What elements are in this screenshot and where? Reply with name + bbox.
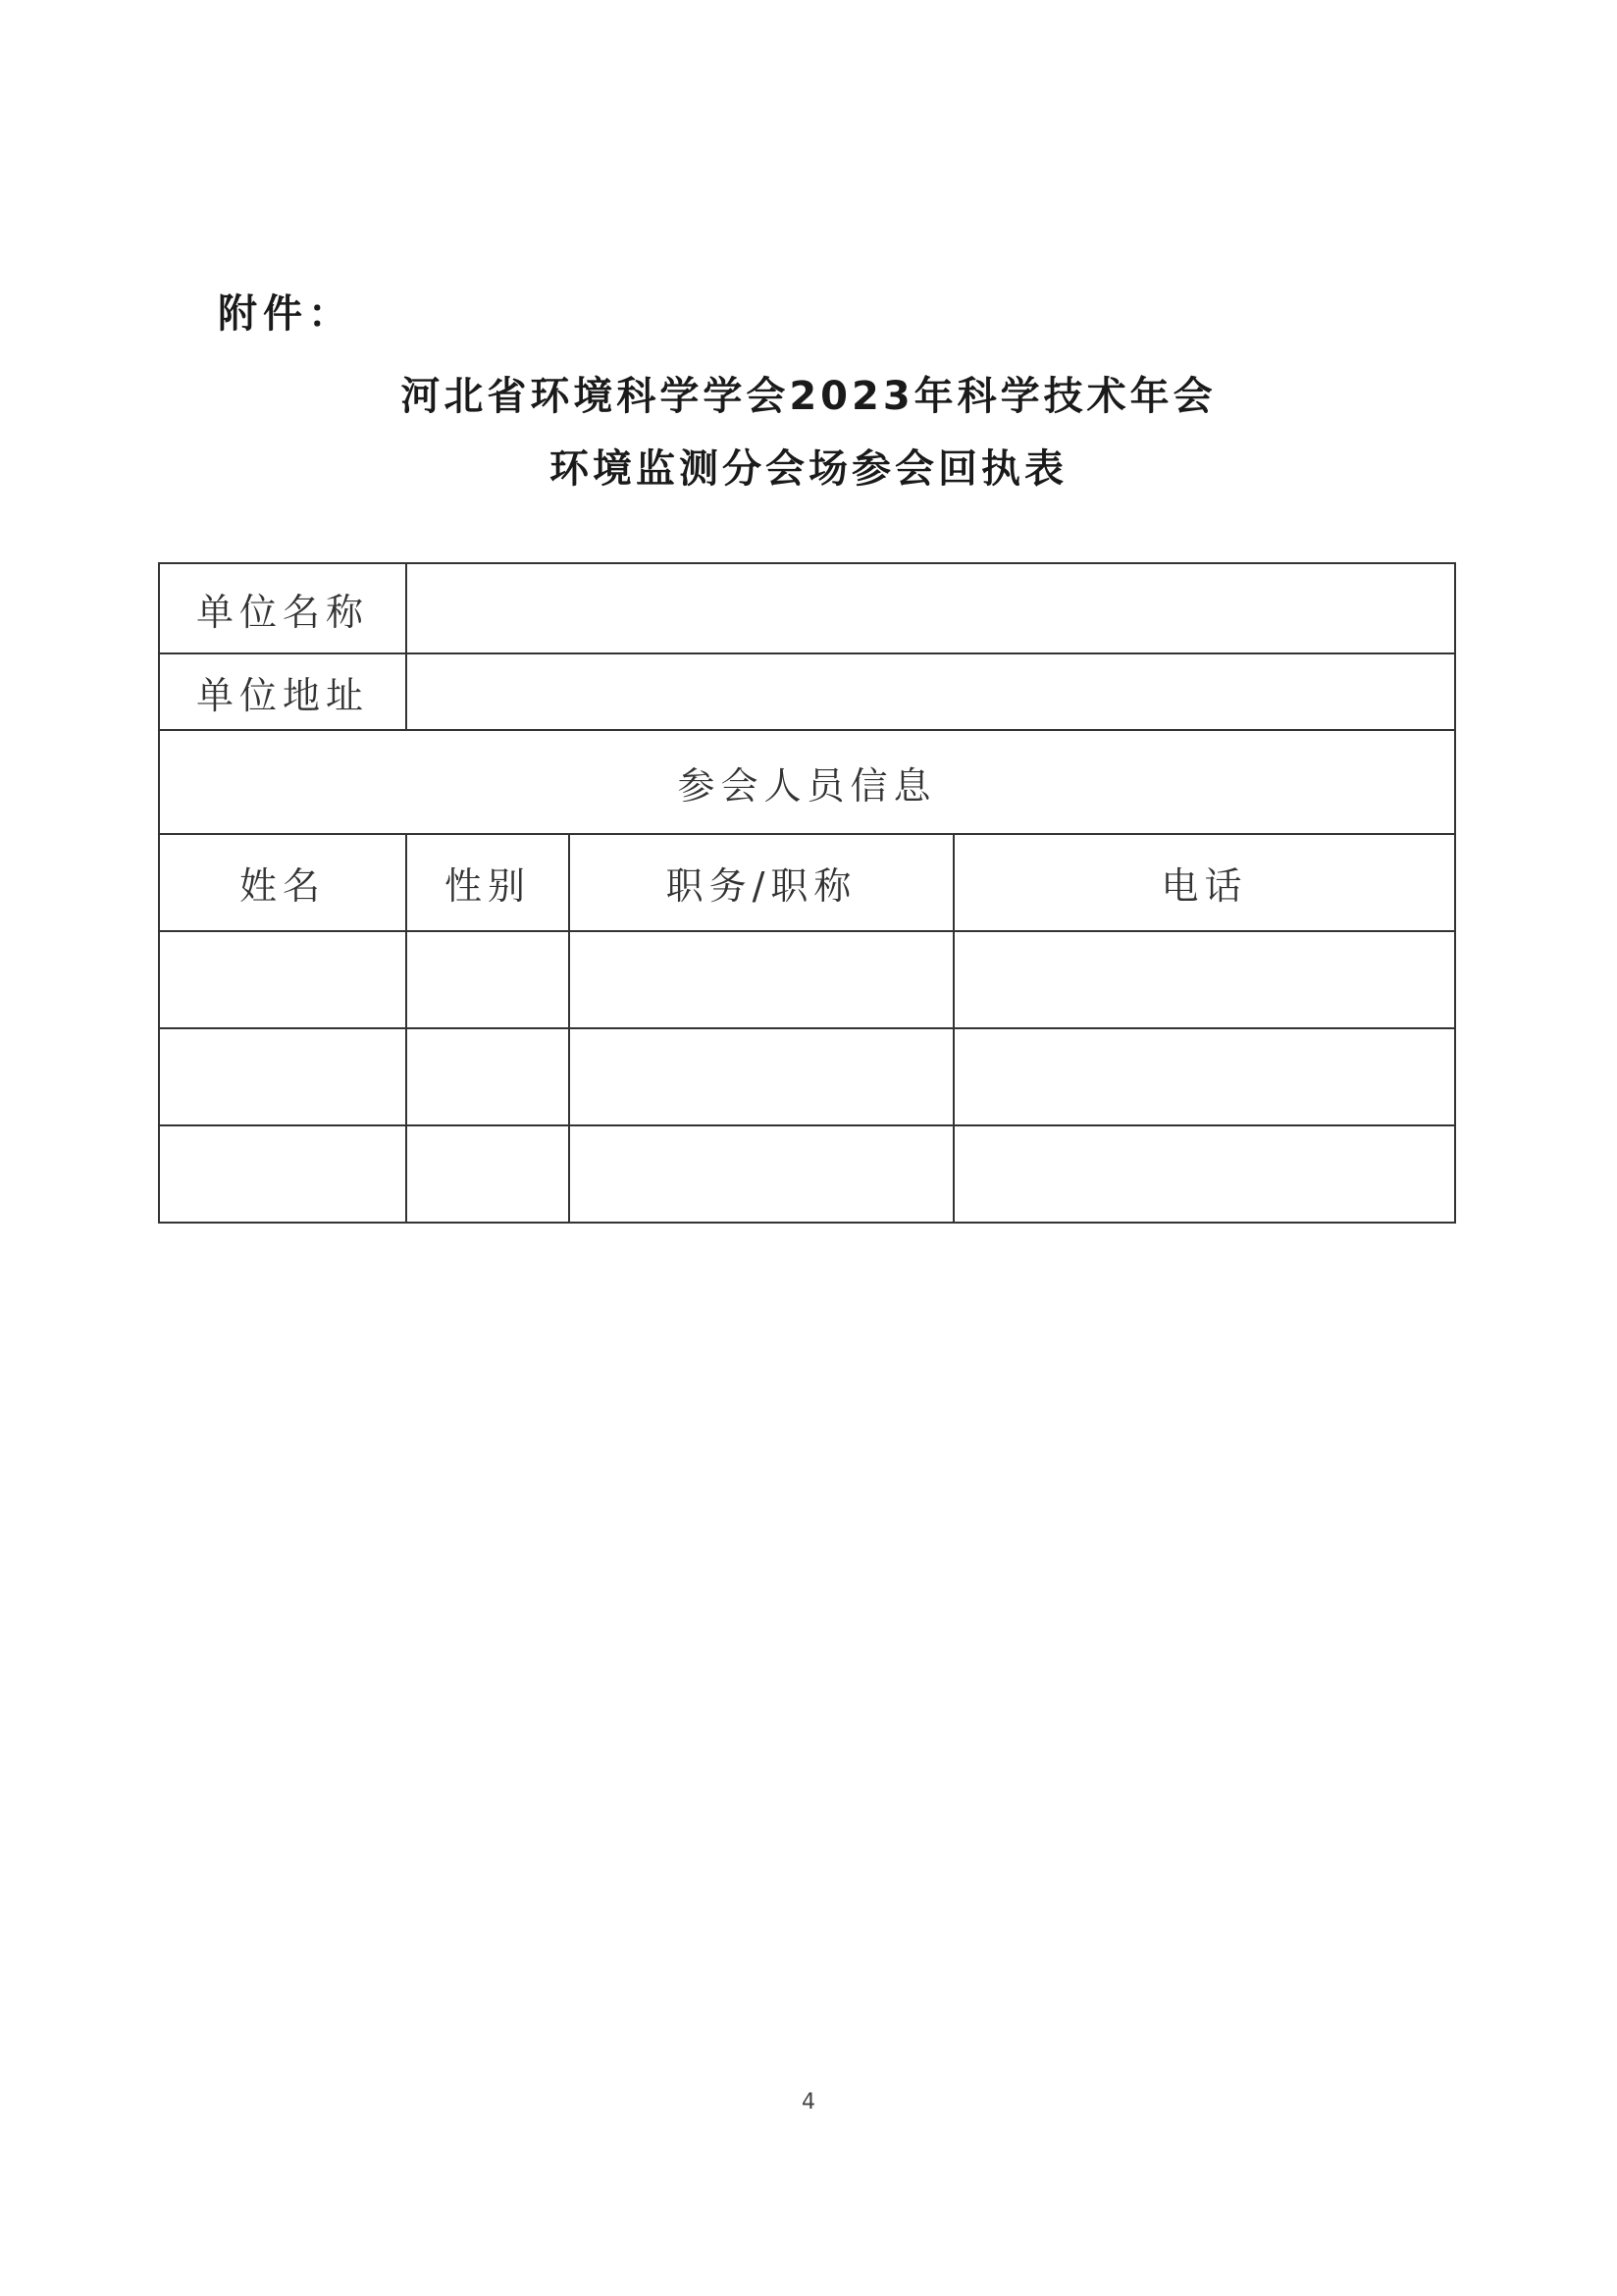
attendee-phone-cell[interactable] xyxy=(954,931,1455,1028)
attendee-phone-cell[interactable] xyxy=(954,1028,1455,1125)
unit-name-label: 单位名称 xyxy=(159,563,406,653)
column-header-gender: 性别 xyxy=(406,834,569,931)
attachment-label: 附件： xyxy=(218,291,353,337)
attendee-name-cell[interactable] xyxy=(159,931,406,1028)
registration-form-table xyxy=(158,562,1456,1224)
attendee-gender-cell[interactable] xyxy=(406,1125,569,1223)
column-header-phone: 电话 xyxy=(954,834,1455,931)
attendee-position-cell[interactable] xyxy=(569,1028,954,1125)
page-number: 4 xyxy=(802,2090,815,2114)
attendee-gender-cell[interactable] xyxy=(406,1028,569,1125)
attendee-name-cell[interactable] xyxy=(159,1028,406,1125)
table-row xyxy=(159,1028,1455,1125)
unit-address-row xyxy=(159,653,1455,730)
unit-name-field[interactable] xyxy=(406,563,1455,653)
attendee-gender-cell[interactable] xyxy=(406,931,569,1028)
column-header-position: 职务/职称 xyxy=(569,834,954,931)
attendee-phone-cell[interactable] xyxy=(954,1125,1455,1223)
attendee-position-cell[interactable] xyxy=(569,1125,954,1223)
unit-address-field[interactable] xyxy=(406,653,1455,730)
document-title-line-2: 环境监测分会场参会回执表 xyxy=(549,446,1068,492)
unit-name-row xyxy=(159,563,1455,653)
unit-address-label: 单位地址 xyxy=(159,653,406,730)
table-row xyxy=(159,1125,1455,1223)
column-header-name: 姓名 xyxy=(159,834,406,931)
attendee-position-cell[interactable] xyxy=(569,931,954,1028)
attendee-section-row xyxy=(159,730,1455,834)
document-title-line-1: 河北省环境科学学会2023年科学技术年会 xyxy=(400,374,1217,419)
table-row xyxy=(159,931,1455,1028)
attendee-name-cell[interactable] xyxy=(159,1125,406,1223)
attendee-section-header: 参会人员信息 xyxy=(159,730,1455,834)
table-header-row xyxy=(159,834,1455,931)
